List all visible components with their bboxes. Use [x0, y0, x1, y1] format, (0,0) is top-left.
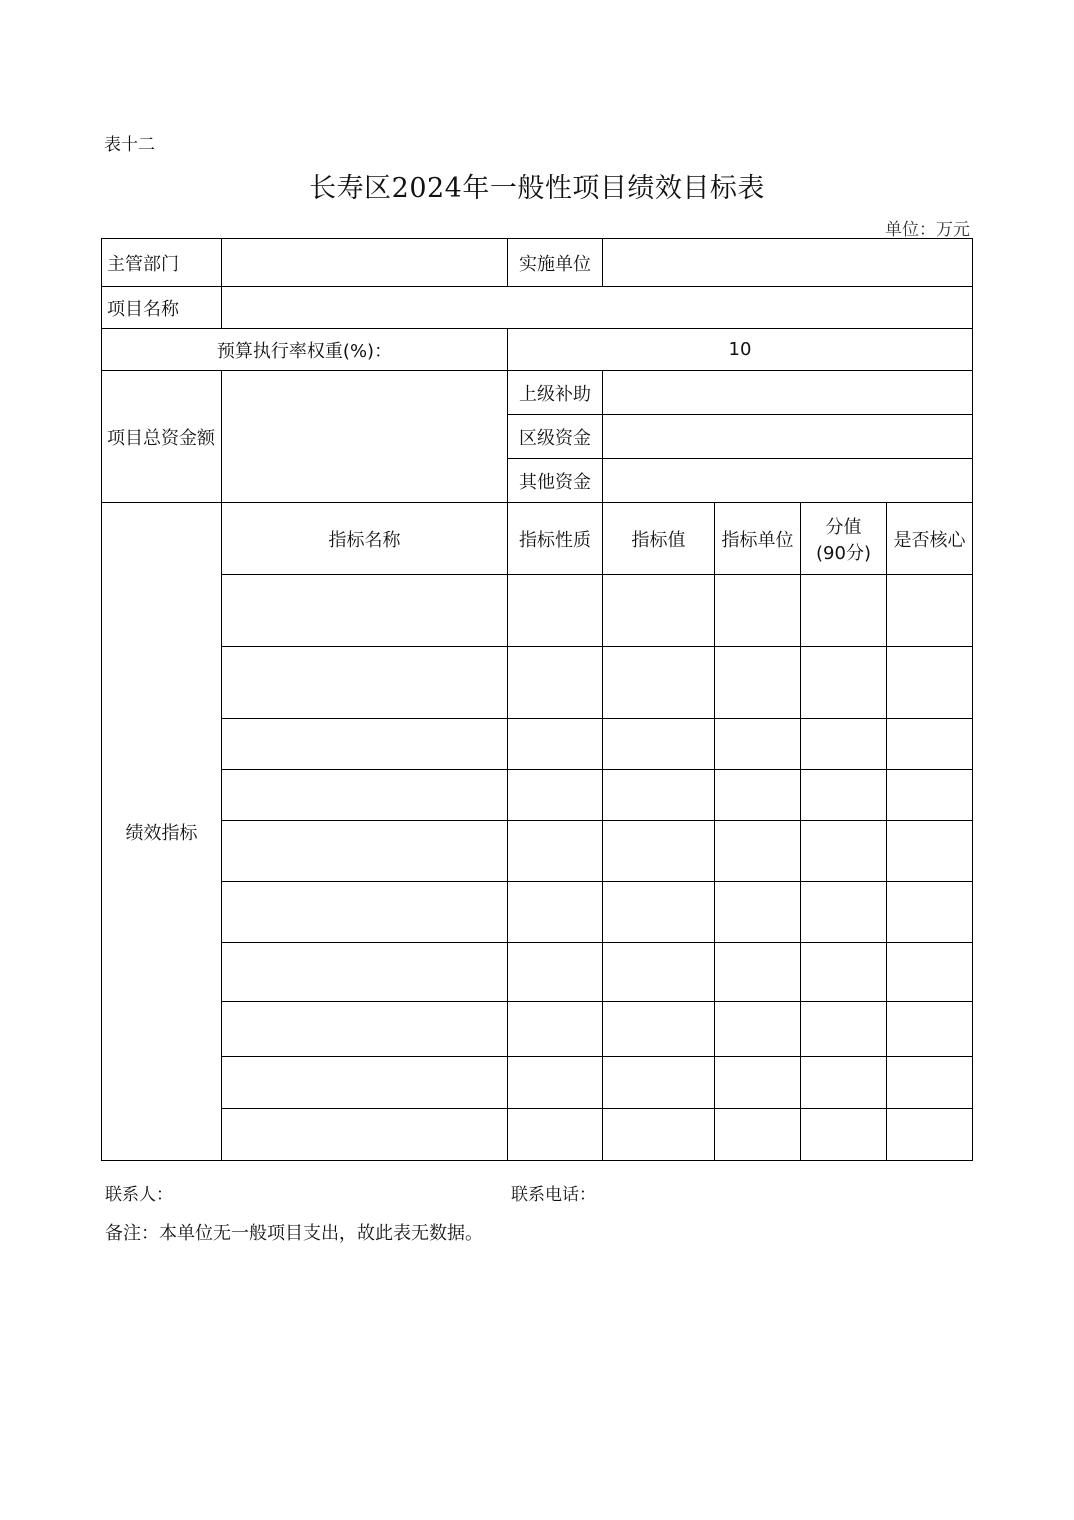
superior-subsidy-label: 上级补助	[508, 371, 603, 415]
indicator-row	[102, 719, 973, 770]
indicator-name-cell[interactable]	[222, 1002, 508, 1057]
dept-field[interactable]	[222, 239, 508, 287]
col-header-score	[801, 503, 887, 575]
indicator-score-cell[interactable]	[801, 821, 887, 882]
indicator-nature-cell[interactable]	[508, 575, 603, 647]
indicator-value-cell[interactable]	[603, 1002, 715, 1057]
indicator-name-cell[interactable]	[222, 575, 508, 647]
col-header-value: 指标值	[603, 503, 715, 575]
indicator-unit-cell[interactable]	[715, 1109, 801, 1161]
indicator-value-cell[interactable]	[603, 1109, 715, 1161]
indicator-score-cell[interactable]	[801, 882, 887, 943]
indicator-value-cell[interactable]	[603, 821, 715, 882]
budget-weight-label: 预算执行率权重(%)：	[102, 329, 508, 371]
indicator-name-cell[interactable]	[222, 1057, 508, 1109]
indicator-unit-cell[interactable]	[715, 719, 801, 770]
indicator-row	[102, 943, 973, 1002]
col-header-name: 指标名称	[222, 503, 508, 575]
indicator-row	[102, 882, 973, 943]
indicator-nature-cell[interactable]	[508, 821, 603, 882]
indicator-row	[102, 575, 973, 647]
col-header-unit: 指标单位	[715, 503, 801, 575]
indicator-row	[102, 1109, 973, 1161]
district-funds-label: 区级资金	[508, 415, 603, 459]
budget-weight-value[interactable]: 10	[508, 329, 973, 371]
total-funds-label: 项目总资金额	[102, 371, 222, 503]
indicator-value-cell[interactable]	[603, 770, 715, 821]
indicator-row	[102, 1002, 973, 1057]
indicator-nature-cell[interactable]	[508, 882, 603, 943]
impl-unit-field[interactable]	[603, 239, 973, 287]
indicator-core-cell[interactable]	[887, 1057, 973, 1109]
other-funds-field[interactable]	[603, 459, 973, 503]
indicator-nature-cell[interactable]	[508, 1002, 603, 1057]
page-title: 长寿区2024年一般性项目绩效目标表	[309, 173, 765, 204]
indicator-core-cell[interactable]	[887, 1002, 973, 1057]
indicator-score-cell[interactable]	[801, 770, 887, 821]
project-name-field[interactable]	[222, 287, 973, 329]
indicator-nature-cell[interactable]	[508, 719, 603, 770]
indicator-nature-cell[interactable]	[508, 647, 603, 719]
performance-target-table	[101, 238, 973, 1161]
indicator-row	[102, 821, 973, 882]
indicator-nature-cell[interactable]	[508, 770, 603, 821]
indicator-score-cell[interactable]	[801, 943, 887, 1002]
indicator-name-cell[interactable]	[222, 770, 508, 821]
indicator-nature-cell[interactable]	[508, 1109, 603, 1161]
unit-label: 单位：万元	[885, 220, 970, 240]
table-number-label: 表十二	[104, 135, 155, 155]
indicator-nature-cell[interactable]	[508, 1057, 603, 1109]
indicator-value-cell[interactable]	[603, 943, 715, 1002]
indicator-score-cell[interactable]	[801, 575, 887, 647]
indicator-core-cell[interactable]	[887, 719, 973, 770]
superior-subsidy-field[interactable]	[603, 371, 973, 415]
indicator-unit-cell[interactable]	[715, 770, 801, 821]
indicator-core-cell[interactable]	[887, 821, 973, 882]
indicator-unit-cell[interactable]	[715, 821, 801, 882]
performance-indicators-label: 绩效指标	[102, 503, 222, 1161]
indicator-row	[102, 770, 973, 821]
indicator-score-cell[interactable]	[801, 1109, 887, 1161]
dept-label: 主管部门	[102, 239, 222, 287]
indicator-unit-cell[interactable]	[715, 1057, 801, 1109]
indicator-score-cell[interactable]	[801, 1002, 887, 1057]
indicator-name-cell[interactable]	[222, 719, 508, 770]
indicator-value-cell[interactable]	[603, 1057, 715, 1109]
indicator-value-cell[interactable]	[603, 882, 715, 943]
indicator-name-cell[interactable]	[222, 821, 508, 882]
contact-person-label: 联系人：	[105, 1185, 173, 1205]
indicator-value-cell[interactable]	[603, 575, 715, 647]
col-header-nature: 指标性质	[508, 503, 603, 575]
indicator-name-cell[interactable]	[222, 882, 508, 943]
other-funds-label: 其他资金	[508, 459, 603, 503]
indicator-core-cell[interactable]	[887, 1109, 973, 1161]
indicator-value-cell[interactable]	[603, 719, 715, 770]
indicator-name-cell[interactable]	[222, 1109, 508, 1161]
impl-unit-label: 实施单位	[508, 239, 603, 287]
indicator-value-cell[interactable]	[603, 647, 715, 719]
indicator-name-cell[interactable]	[222, 943, 508, 1002]
contact-phone-label: 联系电话：	[511, 1185, 596, 1205]
indicator-score-cell[interactable]	[801, 719, 887, 770]
indicator-core-cell[interactable]	[887, 770, 973, 821]
indicator-nature-cell[interactable]	[508, 943, 603, 1002]
total-funds-field[interactable]	[222, 371, 508, 503]
indicator-core-cell[interactable]	[887, 943, 973, 1002]
indicator-core-cell[interactable]	[887, 575, 973, 647]
indicator-unit-cell[interactable]	[715, 882, 801, 943]
project-name-label: 项目名称	[102, 287, 222, 329]
indicator-score-cell[interactable]	[801, 647, 887, 719]
indicator-core-cell[interactable]	[887, 647, 973, 719]
indicator-name-cell[interactable]	[222, 647, 508, 719]
indicator-unit-cell[interactable]	[715, 575, 801, 647]
district-funds-field[interactable]	[603, 415, 973, 459]
indicator-score-cell[interactable]	[801, 1057, 887, 1109]
indicator-core-cell[interactable]	[887, 882, 973, 943]
remarks-note: 备注：本单位无一般项目支出，故此表无数据。	[105, 1223, 483, 1244]
score-header-line2: (90分)	[816, 542, 871, 564]
indicator-unit-cell[interactable]	[715, 943, 801, 1002]
indicator-unit-cell[interactable]	[715, 647, 801, 719]
indicator-unit-cell[interactable]	[715, 1002, 801, 1057]
score-header-line1: 分值	[825, 516, 862, 538]
indicator-row	[102, 647, 973, 719]
col-header-core: 是否核心	[887, 503, 973, 575]
indicator-row	[102, 1057, 973, 1109]
